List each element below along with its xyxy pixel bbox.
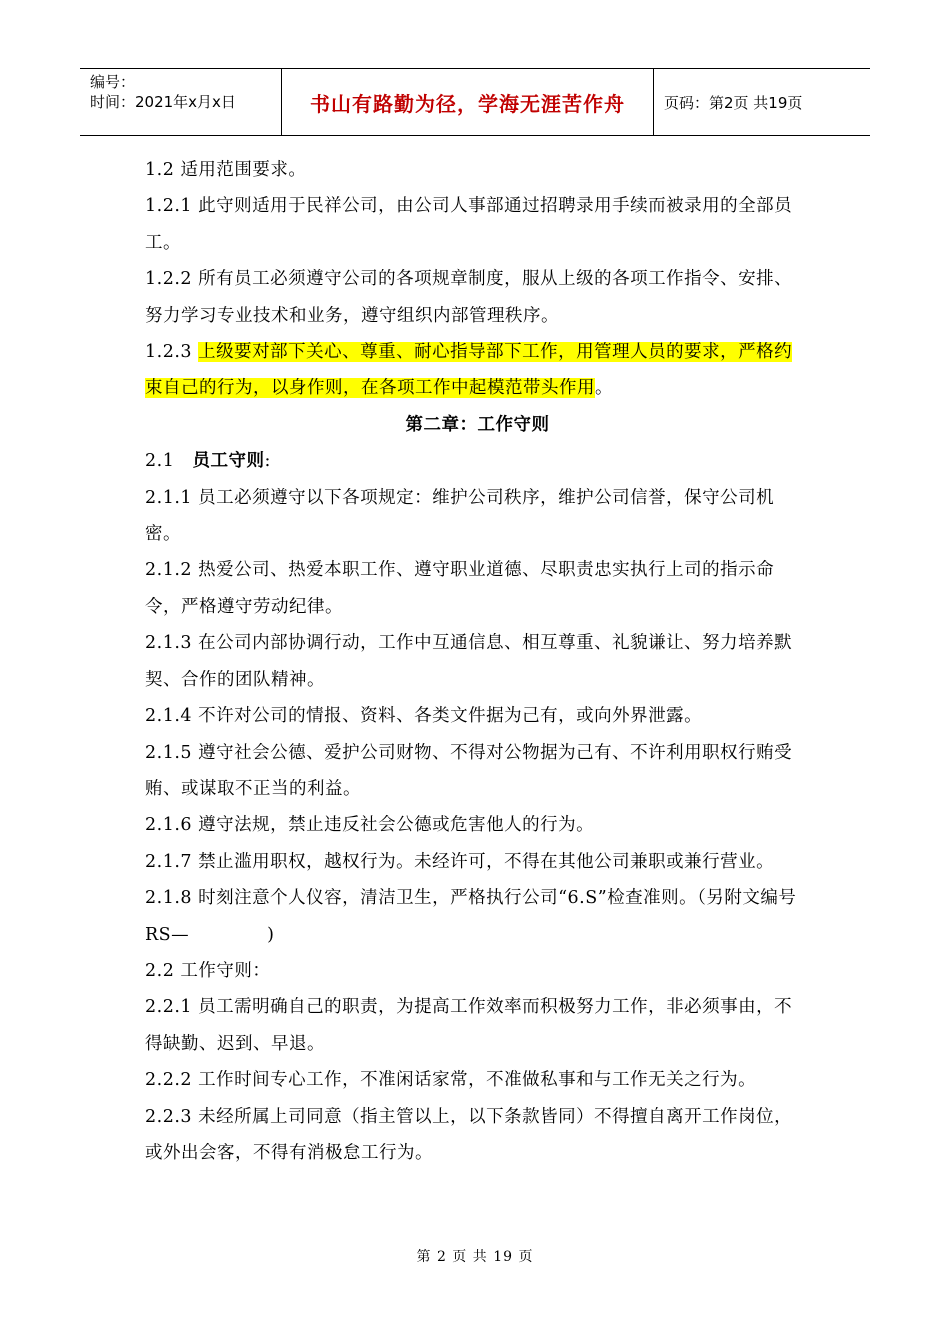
- page-footer: 第 2 页 共 19 页: [416, 1249, 534, 1265]
- paragraph: 2.1.6 遵守法规，禁止违反社会公德或危害他人的行为。: [145, 815, 595, 836]
- header-motto: 书山有路勤为径，学海无涯苦作舟: [282, 69, 654, 135]
- paragraph: 2.2.2 工作时间专心工作，不准闲话家常，不准做私事和与工作无关之行为。: [145, 1070, 757, 1091]
- section-heading: [145, 443, 810, 479]
- paragraph: 2.2.1 员工需明确自己的职责，为提高工作效率而积极努力工作，非必须事由，不得缺勤、迟到、早退。: [145, 997, 793, 1054]
- paragraph: [145, 880, 810, 953]
- paragraph: 2.1.3 在公司内部协调行动，工作中互通信息、相互尊重、礼貌谦让、努力培养默契、合作的团队精神。: [145, 633, 793, 690]
- clause-text: 2.1.8 时刻注意个人仪容，清洁卫生，严格执行公司“6.S”检查准则。（另附文编号RS—: [145, 888, 797, 945]
- paragraph-highlighted: [145, 334, 810, 407]
- closing-paren: ): [267, 924, 275, 945]
- page-header: [80, 68, 870, 136]
- clause-end: 。: [595, 378, 613, 399]
- section-title: 员工守则: [192, 451, 265, 472]
- clause-number: 1.2.3: [145, 342, 199, 363]
- header-meta: [80, 69, 282, 135]
- paragraph: 2.1.4 不许对公司的情报、资料、各类文件据为己有，或向外界泄露。: [145, 706, 703, 727]
- paragraph: 2.1.7 禁止滥用职权，越权行为。未经许可，不得在其他公司兼职或兼行营业。: [145, 851, 775, 872]
- document-time-label: 时间：2021年x月x日: [90, 93, 236, 111]
- paragraph: 2.1.5 遵守社会公德、爱护公司财物、不得对公物据为己有、不许利用职权行贿受贿、或谋取不正当的利益。: [145, 742, 793, 799]
- chapter-title: 第二章：工作守则: [405, 414, 550, 435]
- document-number-label: 编号：: [90, 73, 136, 91]
- section-heading: 2.2 工作守则：: [145, 960, 271, 981]
- highlighted-text: 上级要对部下关心、尊重、耐心指导部下工作，用管理人员的要求，严格约束自己的行为，以身作则，在各项工作中起模范带头作用: [145, 342, 793, 399]
- paragraph: 1.2 适用范围要求。: [145, 160, 307, 180]
- paragraph: 2.1.2 热爱公司、热爱本职工作、遵守职业道德、尽职责忠实执行上司的指示命令，严格遵守劳动纪律。: [145, 560, 775, 617]
- document-body: [145, 152, 810, 1171]
- paragraph: 2.1.1 员工必须遵守以下各项规定：维护公司秩序，维护公司信誉，保守公司机密。: [145, 487, 775, 545]
- paragraph: 2.2.3 未经所属上司同意（指主管以上，以下条款皆同）不得擅自离开工作岗位，或外出会客，不得有消极怠工行为。: [145, 1106, 793, 1163]
- header-page-info: 页码：第2页 共19页: [664, 93, 803, 112]
- paragraph: 1.2.1 此守则适用于民祥公司，由公司人事部通过招聘录用手续而被录用的全部员工。: [145, 196, 793, 253]
- section-colon: :: [264, 451, 271, 472]
- section-number: 2.1: [145, 451, 193, 472]
- paragraph: 1.2.2 所有员工必须遵守公司的各项规章制度，服从上级的各项工作指令、安排、努力学习专业技术和业务，遵守组织内部管理秩序。: [145, 269, 793, 326]
